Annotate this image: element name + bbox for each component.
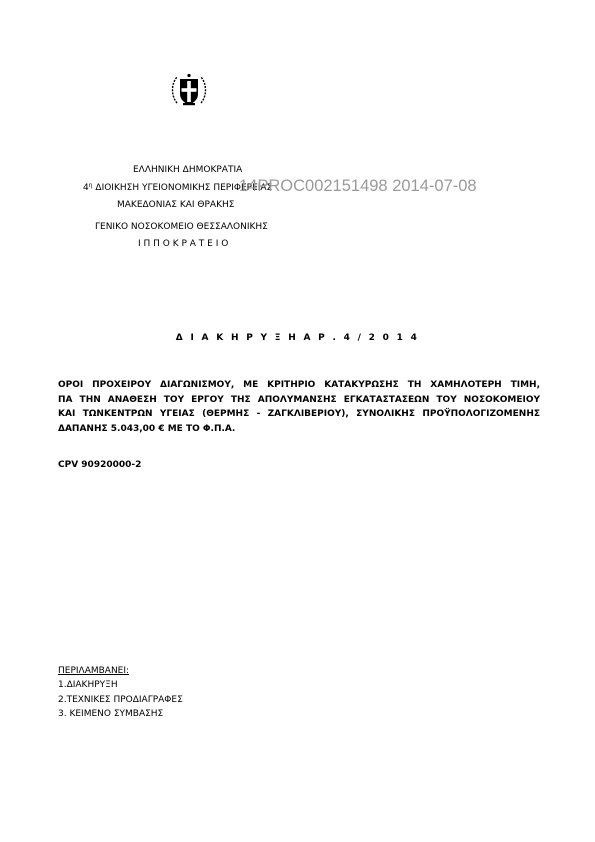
registry-stamp: 14PROC002151498 2014-07-08 <box>239 177 477 195</box>
header-region-ordinal: η <box>88 182 93 189</box>
header-region-number: 4 <box>83 183 89 193</box>
tender-terms <box>58 378 540 436</box>
tender-terms-line: ΠΑ ΤΗΝ ΑΝΑΘΕΣΗ ΤΟΥ ΕΡΓΟΥ ΤΗΣ ΑΠΟΛΥΜΑΝΣΗΣ ΕΓΚΑΤΑΣΤΑΣΕΩΝ ΤΟΥ ΝΟΣΟΚΟΜΕΙΟΥ <box>58 394 540 405</box>
header-region-name: ΜΑΚΕΔΟΝΙΑΣ ΚΑΙ ΘΡΑΚΗΣ <box>117 200 235 210</box>
header-country: ΕΛΛΗΝΙΚΗ ΔΗΜΟΚΡΑΤΙΑ <box>133 165 243 175</box>
document-title: Δ Ι Α Κ Η Ρ Υ Ξ Η Α Ρ . 4 / 2 0 1 4 <box>175 333 420 343</box>
greek-state-emblem-icon <box>169 70 209 110</box>
includes-item: 1.ΔΙΑΚΗΡΥΞΗ <box>58 680 118 691</box>
header-hospital: ΓΕΝΙΚΟ ΝΟΣΟΚΟΜΕΙΟ ΘΕΣΣΑΛΟΝΙΚΗΣ <box>95 222 268 232</box>
header-region-text: ΔΙΟΙΚΗΣΗ ΥΓΕΙΟΝΟΜΙΚΗΣ ΠΕΡΙΦΕΡΕΙΑΣ <box>92 183 273 193</box>
tender-terms-line: ΚΑΙ ΤΩΝΚΕΝΤΡΩΝ ΥΓΕΙΑΣ (ΘΕΡΜΗΣ - ΖΑΓΚΛΙΒΕΡΙΟΥ), ΣΥΝΟΛΙΚΗΣ ΠΡΟΫΠΟΛΟΓΙΖΟΜΕΝΗΣ <box>58 409 540 420</box>
tender-terms-line: ΔΑΠΑΝΗΣ 5.043,00 € ΜΕ ΤΟ Φ.Π.Α. <box>58 423 236 434</box>
includes-item: 2.ΤΕΧΝΙΚΕΣ ΠΡΟΔΙΑΓΡΑΦΕΣ <box>58 694 183 705</box>
header-hospital-name: Ι Π Π Ο Κ Ρ Α Τ Ε Ι Ο <box>138 239 229 249</box>
tender-terms-line: ΟΡΟΙ ΠΡΟΧΕΙΡΟΥ ΔΙΑΓΩΝΙΣΜΟΥ, ΜΕ ΚΡΙΤΗΡΙΟ ΚΑΤΑΚΥΡΩΣΗΣ ΤΗ ΧΑΜΗΛΟΤΕΡΗ ΤΙΜΗ, <box>58 380 540 390</box>
includes-heading: ΠΕΡΙΛΑΜΒΑΝΕΙ: <box>58 666 130 676</box>
includes-section <box>58 664 183 722</box>
cpv-code: CPV 90920000-2 <box>58 460 142 470</box>
includes-item: 3. ΚΕΙΜΕΝΟ ΣΥΜΒΑΣΗΣ <box>58 709 164 720</box>
